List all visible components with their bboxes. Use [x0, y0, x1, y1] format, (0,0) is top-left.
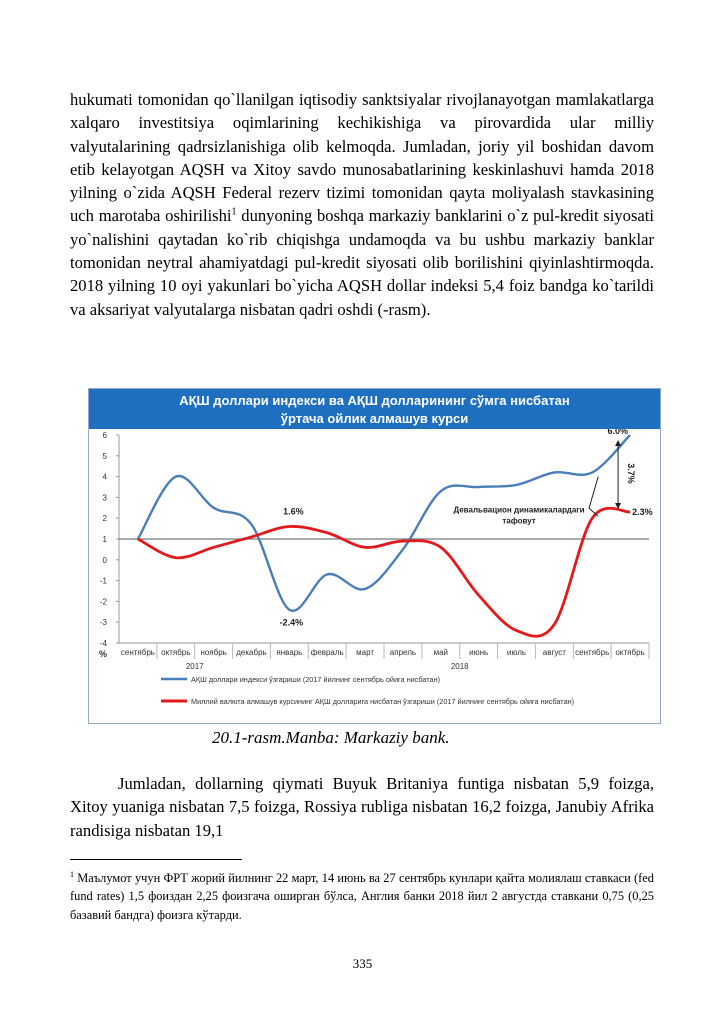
page-number: 335	[352, 956, 373, 971]
chart-figure	[88, 388, 661, 724]
footnote-reference[interactable]: 1	[231, 206, 237, 218]
gap-label-line2: тафовут	[502, 516, 536, 526]
y-unit-label: %	[98, 649, 107, 659]
legend-label: Миллий валюта алмашув курсининг АҚШ долларига нисбатан ўзгариши (2017 йилнинг сентябрь ойига нисбатан)	[191, 697, 575, 706]
x-tick-label: июль	[506, 648, 527, 657]
label-uzs-last: 2.3%	[632, 506, 653, 517]
gap-pointer-line	[589, 477, 598, 509]
x-tick-label: апрель	[389, 648, 417, 657]
y-tick-label: 6	[102, 431, 107, 440]
y-tick-label: -2	[99, 597, 107, 607]
x-tick-label: июнь	[469, 648, 489, 657]
y-tick-label: -4	[99, 639, 107, 648]
y-tick-label: 3	[102, 493, 107, 503]
year-label: 2017	[185, 662, 204, 671]
x-tick-label: сентябрь	[575, 648, 610, 657]
label-uzs-peak: 1.6%	[283, 506, 304, 517]
y-tick-label: 0	[102, 555, 107, 565]
footnote-number: 1	[70, 870, 74, 879]
x-tick-label: август	[542, 648, 566, 657]
label-usd-min: -2.4%	[279, 617, 304, 628]
chart-title-line2: ўртача ойлик алмашув курси	[280, 411, 469, 426]
footnote-divider	[70, 859, 242, 860]
chart-title-line1: АҚШ доллари индекси ва АҚШ долларининг сўмга нисбатан	[179, 393, 570, 408]
footnote: $^1$ Маълумот учун ФРТ жорий йилнинг 22 март, 14 июнь ва 27 сентябрь кунлари қайта молиялаш ставкаси (fed fund rates) 1,5 фоиздан 2,25 фоизгача оширган бўлса, Англия банки 2018 йил 2 августда ставкани 0,75 (0,25 базавий бандга) фоизга кўтарди.	[70, 870, 654, 922]
figure-caption: 20.1-rasm.Manba: Markaziy bank.	[212, 728, 450, 747]
x-tick-label: октябрь	[161, 648, 191, 657]
chart-title	[89, 389, 660, 429]
y-tick-label: -3	[99, 618, 107, 628]
legend-label: АҚШ доллари индекси ўзгариши (2017 йилнинг сентябрь ойига нисбатан)	[191, 675, 441, 684]
x-tick-label: ноябрь	[200, 648, 227, 657]
chart-plot	[89, 429, 660, 723]
year-label: 2018	[450, 662, 469, 671]
paragraph-intro: hukumati tomonidan qo`llanilgan iqtisodiy sanktsiyalar rivojlanayotgan mamlakatlarga xalqaro investitsiya oqimlarining kechikishiga va pirovardida ular milliy valyutalarining qadrsizlanishiga olib kelmoqda. Jumladan, joriy yil boshidan davom etib kelayotgan AQSH va Xitoy savdo munosabatlarining keskinlashuvi hamda 2018 yilning o`zida AQSH Federal rezerv tizimi tomonidan qayta moliyalash stavkasining uch marotaba oshirilishi$^1$ dunyoning boshqa markaziy banklarini o`z pul-kredit siyosati yo`nalishini qaytadan ko`rib chiqishga undamoqda va bu ushbu markaziy banklar tomonidan neytral ahamiyatdagi pul-kredit siyosati olib borilishini qiyinlashtirmoqda. 2018 yilning 10 oyi yakunlari bo`yicha AQSH dollar indeksi 5,4 foiz bandga ko`tarildi va aksariyat valyutalarga nisbatan qadri oshdi (-rasm).	[70, 90, 654, 319]
y-tick-label: 2	[102, 514, 107, 524]
x-tick-label: сентябрь	[120, 648, 155, 657]
y-tick-label: 4	[102, 472, 107, 482]
x-tick-label: январь	[276, 648, 303, 657]
series-line-usd-index	[138, 435, 630, 611]
x-tick-label: декабрь	[236, 648, 267, 657]
gap-arrow-head-top	[615, 440, 621, 446]
y-tick-label: 1	[102, 535, 107, 544]
x-tick-label: февраль	[310, 648, 344, 657]
y-tick-label: -1	[99, 576, 107, 586]
paragraph-dollar: Jumladan, dollarning qiymati Buyuk Britaniya funtiga nisbatan 5,9 foizga, Xitoy yuaniga nisbatan 7,5 foizga, Rossiya rubliga nisbatan 16,2 foizga, Janubiy Afrika randisiga nisbatan 19,1	[70, 774, 654, 840]
gap-label-line1: Девальвацион динамикалардаги	[453, 505, 585, 515]
x-tick-label: май	[433, 648, 448, 657]
label-gap: 3.7%	[626, 463, 637, 484]
x-tick-label: март	[356, 648, 375, 657]
y-tick-label: 5	[102, 451, 107, 461]
label-usd-max: 6.0%	[607, 429, 629, 436]
x-tick-label: октябрь	[615, 648, 645, 657]
